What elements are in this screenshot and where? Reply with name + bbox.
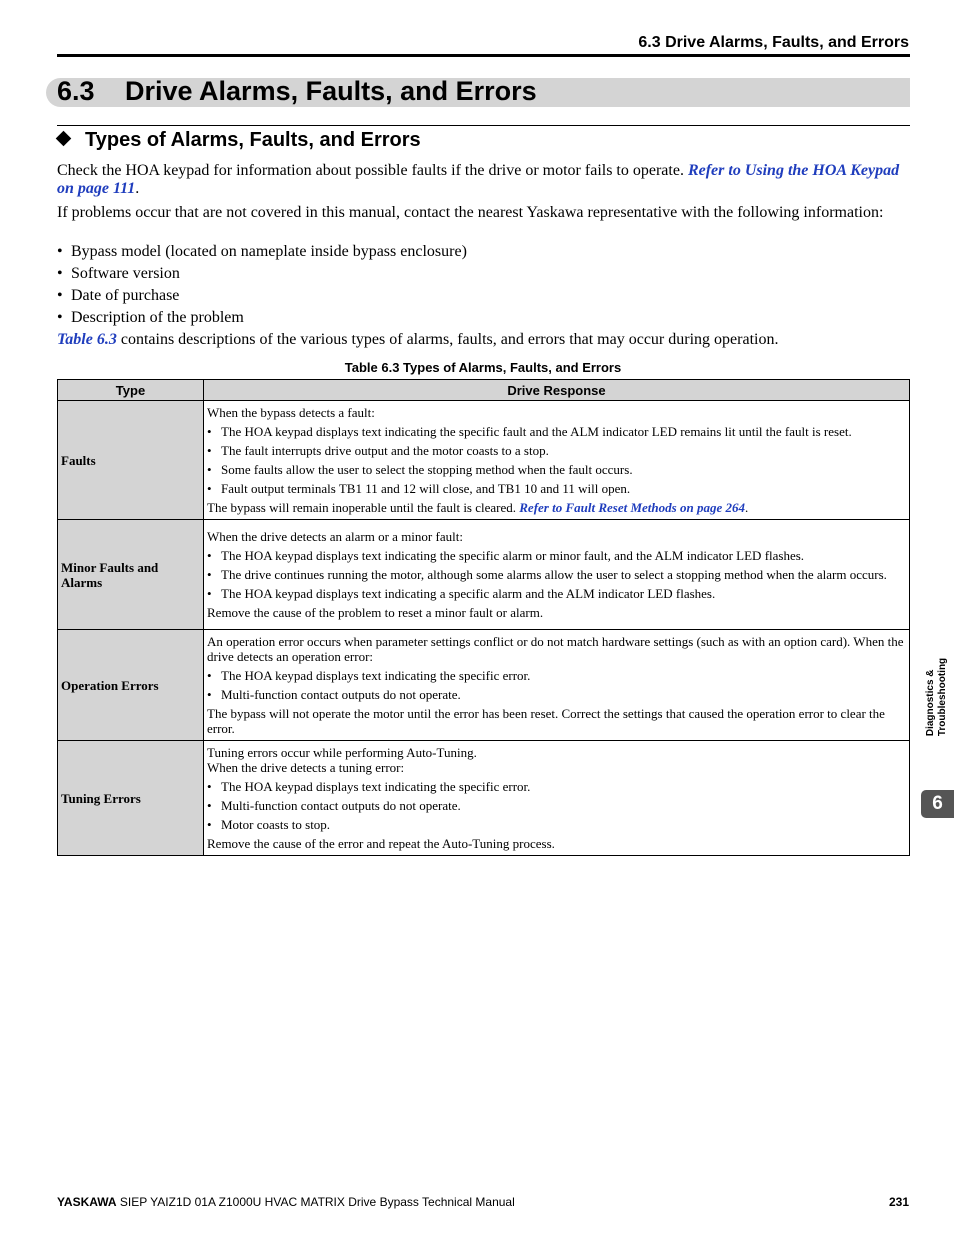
response-tail (207, 500, 906, 515)
side-label-line-1: Diagnostics & (925, 669, 936, 737)
chapter-tab[interactable]: 6 (921, 790, 954, 818)
response-bullet-text: Multi-function contact outputs do not operate. (221, 687, 461, 702)
response-bullet-text: Fault output terminals TB1 11 and 12 will close, and TB1 10 and 11 will open. (221, 481, 631, 496)
intro-paragraph-3 (57, 331, 909, 349)
intro-p1-end: . (135, 180, 140, 197)
response-bullet: • The HOA keypad displays text indicating the specific error. (207, 668, 906, 683)
response-cell (204, 520, 910, 630)
response-bullet: • Motor coasts to stop. (207, 817, 906, 832)
subsection-rule (57, 125, 910, 126)
response-bullet: • The drive continues running the motor, although some alarms allow the user to select a stopping method when the alarm occurs. (207, 567, 906, 582)
response-bullet-text: The fault interrupts drive output and the motor coasts to a stop. (221, 443, 549, 458)
response-tail-text: The bypass will remain inoperable until the fault is cleared. (207, 500, 517, 515)
section-title (57, 76, 537, 107)
section-title-text: Drive Alarms, Faults, and Errors (125, 76, 537, 106)
response-bullet-text: The HOA keypad displays text indicating a specific alarm and the ALM indicator LED flashes. (221, 586, 716, 601)
table-caption: Table 6.3 Types of Alarms, Faults, and Errors (344, 360, 622, 375)
response-tail: The bypass will not operate the motor until the error has been reset. Correct the settings that caused the operation error to clear the error. (207, 706, 885, 736)
response-lead: Tuning errors occur while performing Auto-Tuning. (207, 745, 477, 760)
response-bullet: • The HOA keypad displays text indicating the specific fault and the ALM indicator LED remains lit until the fault is reset. (207, 424, 906, 439)
page-number: 231 (888, 1195, 909, 1209)
response-bullet-text: The HOA keypad displays text indicating the specific fault and the ALM indicator LED remains lit until the fault is reset. (221, 424, 852, 439)
response-bullet: • The fault interrupts drive output and the motor coasts to a stop. (207, 443, 906, 458)
table-row (58, 630, 910, 741)
intro-bullet: • Date of purchase (57, 287, 180, 304)
table-header-row (58, 380, 910, 401)
side-label-line-2: Troubleshooting (937, 657, 948, 737)
header-rule (57, 54, 910, 57)
running-header: 6.3 Drive Alarms, Faults, and Errors (638, 34, 909, 51)
chapter-side-label (923, 612, 951, 782)
response-bullet: • Multi-function contact outputs do not operate. (207, 798, 906, 813)
intro-bullet: • Software version (57, 265, 180, 282)
response-bullet-text: The HOA keypad displays text indicating the specific alarm or minor fault, and the ALM indicator LED flashes. (221, 548, 805, 563)
intro-bullet: • Description of the problem (57, 309, 244, 326)
response-bullet-text: Motor coasts to stop. (221, 817, 331, 832)
alarms-table (57, 379, 910, 856)
footer-brand: YASKAWA (57, 1195, 117, 1209)
intro-bullet-text: Software version (71, 265, 180, 282)
intro-paragraph-2: If problems occur that are not covered in this manual, contact the nearest Yaskawa representative with the following information: (57, 204, 884, 221)
response-bullet: • Some faults allow the user to select the stopping method when the fault occurs. (207, 462, 906, 477)
response-bullet-text: The HOA keypad displays text indicating the specific error. (221, 668, 531, 683)
table-row (58, 520, 910, 630)
intro-bullet-text: Description of the problem (71, 309, 244, 326)
diamond-icon (56, 131, 72, 147)
response-cell (204, 401, 910, 520)
intro-p1-text: Check the HOA keypad for information about possible faults if the drive or motor fails to operate. (57, 162, 684, 179)
table-6-3-link[interactable]: Table 6.3 (57, 331, 117, 348)
response-tail-end: . (744, 500, 749, 515)
response-bullet-text: Multi-function contact outputs do not operate. (221, 798, 461, 813)
response-lead: When the bypass detects a fault: (207, 405, 375, 420)
response-bullet: • The HOA keypad displays text indicating a specific alarm and the ALM indicator LED flashes. (207, 586, 906, 601)
response-lead: When the drive detects an alarm or a minor fault: (207, 529, 463, 544)
response-cell (204, 741, 910, 856)
response-bullet-text: Some faults allow the user to select the stopping method when the fault occurs. (221, 462, 633, 477)
section-number: 6.3 (57, 76, 95, 106)
intro-bullet: • Bypass model (located on nameplate inside bypass enclosure) (57, 243, 467, 260)
response-tail: Remove the cause of the error and repeat the Auto-Tuning process. (207, 836, 555, 851)
response-bullet-text: The HOA keypad displays text indicating the specific error. (221, 779, 531, 794)
response-lead: An operation error occurs when parameter settings conflict or do not match hardware settings (such as with an option card). When the drive detects an operation error: (207, 634, 904, 664)
column-header-response: Drive Response (204, 380, 910, 401)
intro-bullet-text: Date of purchase (71, 287, 180, 304)
type-cell-tuning-errors: Tuning Errors (58, 741, 204, 856)
table-row (58, 401, 910, 520)
table-row (58, 741, 910, 856)
response-bullet-text: The drive continues running the motor, although some alarms allow the user to select a stopping method when the alarm occurs. (221, 567, 887, 582)
column-header-type: Type (58, 380, 204, 401)
type-cell-operation-errors: Operation Errors (58, 630, 204, 741)
hoa-keypad-link[interactable]: Refer to Using the HOA Keypad on page 111 (57, 162, 900, 197)
response-tail: Remove the cause of the problem to reset a minor fault or alarm. (207, 605, 544, 620)
response-lead-2: When the drive detects a tuning error: (207, 760, 405, 775)
intro-paragraph-1 (57, 162, 909, 198)
intro-bullet-text: Bypass model (located on nameplate inside bypass enclosure) (71, 243, 467, 260)
type-cell-faults: Faults (58, 401, 204, 520)
response-bullet: • Fault output terminals TB1 11 and 12 will close, and TB1 10 and 11 will open. (207, 481, 906, 496)
response-cell (204, 630, 910, 741)
subsection-title: Types of Alarms, Faults, and Errors (85, 129, 421, 151)
response-bullet: • The HOA keypad displays text indicating the specific error. (207, 779, 906, 794)
fault-reset-link[interactable]: Refer to Fault Reset Methods on page 264 (519, 500, 745, 515)
intro-p3-text: contains descriptions of the various types of alarms, faults, and errors that may occur during operation. (116, 331, 779, 348)
footer (57, 1195, 515, 1209)
type-cell-minor-faults: Minor Faults and Alarms (58, 520, 204, 630)
response-bullet: • Multi-function contact outputs do not operate. (207, 687, 906, 702)
footer-doc-title: SIEP YAIZ1D 01A Z1000U HVAC MATRIX Drive Bypass Technical Manual (119, 1195, 515, 1209)
response-bullet: • The HOA keypad displays text indicating the specific alarm or minor fault, and the ALM indicator LED flashes. (207, 548, 906, 563)
